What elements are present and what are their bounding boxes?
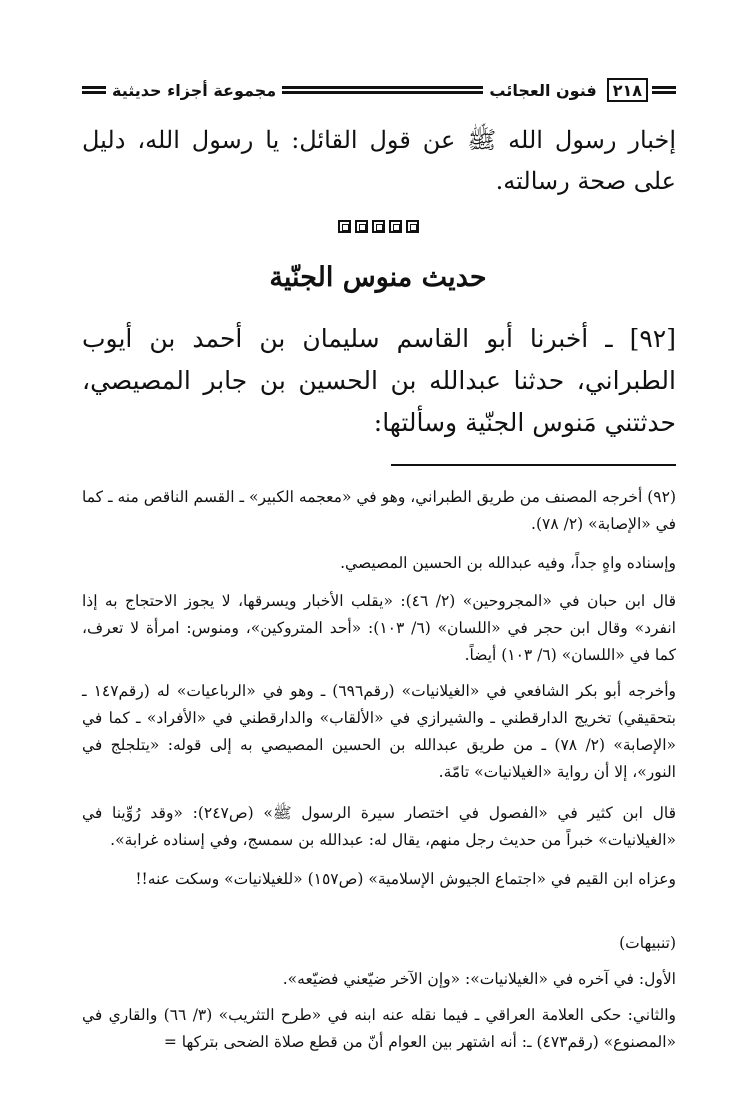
footnote-separator bbox=[391, 464, 676, 466]
ornament-square bbox=[355, 220, 368, 233]
book-title: فنون العجائب bbox=[489, 80, 597, 100]
footnote-paragraph: قال ابن حبان في «المجروحين» (٢/ ٤٦): «يقلب الأخبار ويسرقها، لا يجوز الاحتجاج به إذا انفرد» وقال ابن حجر في «اللسان» (٦/ ١٠٣): «أحد المتروكين»، ومنوس: امرأة لا تعرف، كما في «اللسان» (٦/ ١٠٣) أيضاً. bbox=[82, 592, 676, 664]
ornament-square bbox=[372, 220, 385, 233]
footnote-paragraph: وإسناده واهٍ جداً، وفيه عبدالله بن الحسين المصيصي. bbox=[340, 554, 676, 572]
header-rule bbox=[282, 86, 483, 94]
section-ornament bbox=[0, 218, 756, 237]
footnote-paragraph: وعزاه ابن القيم في «اجتماع الجيوش الإسلامية» (ص١٥٧) «للغيلانيات» وسكت عنه!! bbox=[135, 870, 676, 888]
chapter-title: حديث منوس الجنّية bbox=[269, 262, 487, 293]
continuation-paragraph: إخبار رسول الله ﷺ عن قول القائل: يا رسول الله، دليل على صحة رسالته. bbox=[82, 126, 676, 195]
header-right-bars bbox=[82, 86, 106, 94]
footnote-paragraph: قال ابن كثير في «الفصول في اختصار سيرة الرسول ﷺ» (ص٢٤٧): «وقد رُوِّينا في «الغيلانيات» خبراً من حديث رجل منهم، يقال له: عبدالله بن سمسج، وفي إسناده غرابة». bbox=[82, 804, 676, 849]
footnote-heading: (تنبيهات) bbox=[619, 934, 676, 952]
footnote-paragraph: وأخرجه أبو بكر الشافعي في «الغيلانيات» (رقم٦٩٦) ـ وهو في «الرباعيات» له (رقم١٤٧ ـ بتحقيقي) تخريج الدارقطني ـ والشيرازي في «الألقاب» والدارقطني في «الأفراد» ـ كما في «الإصابة» (٢/ ٧٨) ـ من طريق عبدالله بن الحسين المصيصي به إلى قوله: «يتلجلج في النور»، إلا أن رواية «الغيلانيات» تامّة. bbox=[82, 682, 676, 781]
collection-title: مجموعة أجزاء حديثية bbox=[112, 80, 277, 100]
ornament-square bbox=[389, 220, 402, 233]
ornament-square bbox=[406, 220, 419, 233]
running-header bbox=[82, 76, 676, 104]
ornament-square bbox=[338, 220, 351, 233]
page-number: ٢١٨ bbox=[607, 78, 648, 102]
footnote-paragraph: (٩٢) أخرجه المصنف من طريق الطبراني، وهو في «معجمه الكبير» ـ القسم الناقص منه ـ كما في «الإصابة» (٢/ ٧٨). bbox=[82, 488, 676, 533]
footnote-paragraph: والثاني: حكى العلامة العراقي ـ فيما نقله عنه ابنه في «طرح التثريب» (٣/ ٦٦) والقاري في «المصنوع» (رقم٤٧٣) ـ: أنه اشتهر بين العوام أنّ من قطع صلاة الضحى بتركها = bbox=[82, 1006, 676, 1051]
header-left-bars bbox=[652, 86, 676, 94]
footnote-paragraph: الأول: في آخره في «الغيلانيات»: «وإن الآخر ضيّعني فضيّعه». bbox=[282, 970, 676, 988]
narration-paragraph: [٩٢] ـ أخبرنا أبو القاسم سليمان بن أحمد بن أيوب الطبراني، حدثنا عبدالله بن الحسين بن جابر المصيصي، حدثتني مَنوس الجنّية وسألتها: bbox=[82, 324, 676, 437]
